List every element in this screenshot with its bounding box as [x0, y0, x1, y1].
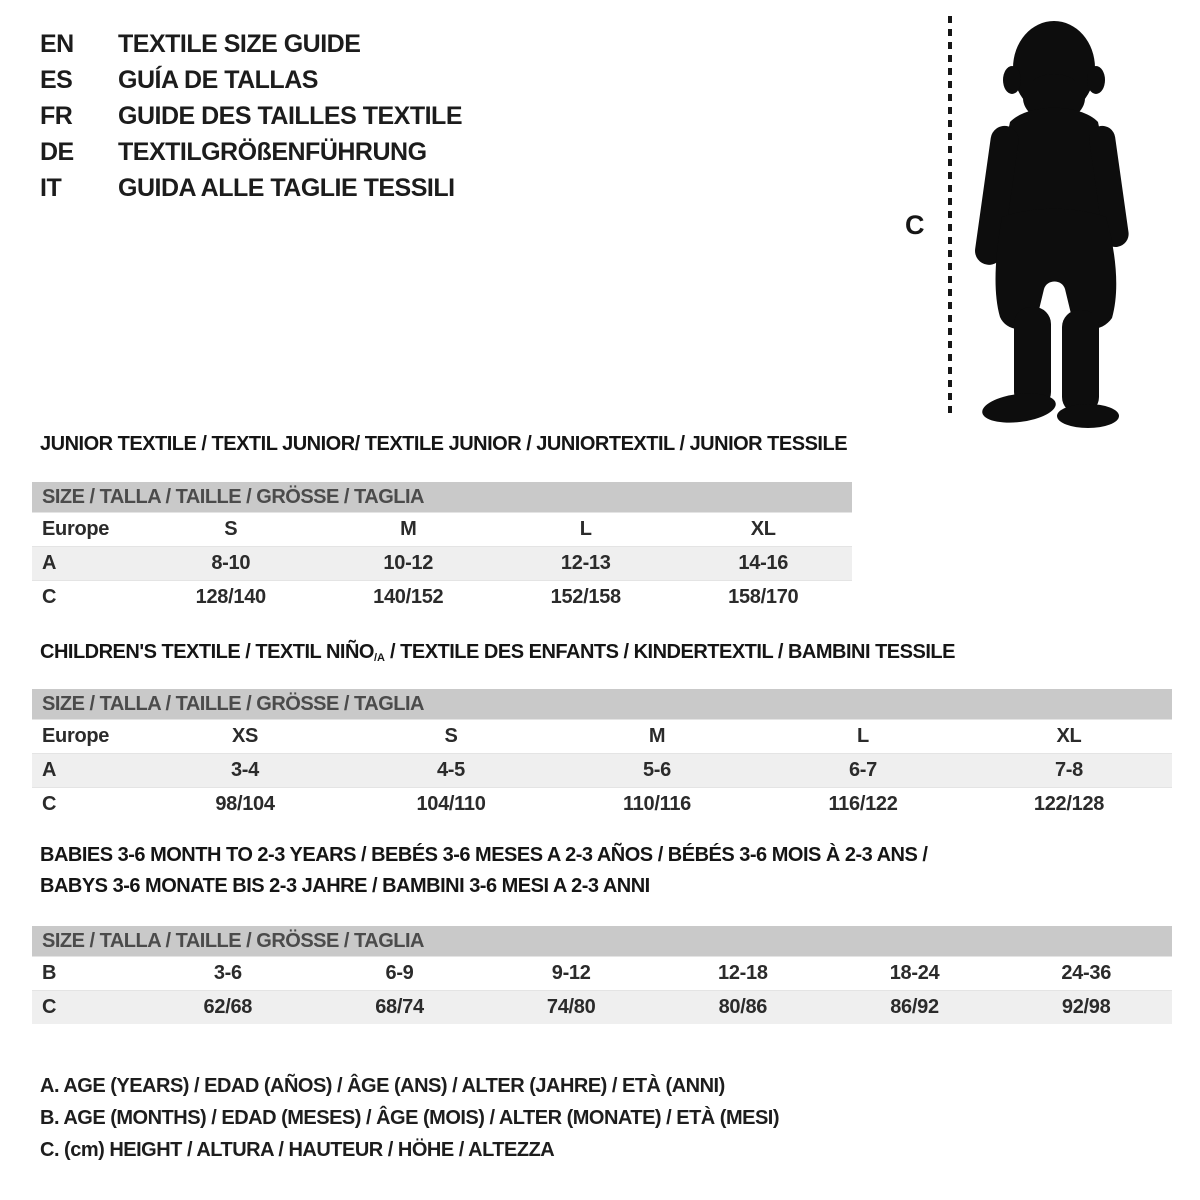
table-row — [32, 580, 852, 614]
babies-size-header-bar: SIZE / TALLA / TAILLE / GRÖSSE / TAGLIA — [32, 926, 1172, 956]
row-label: Europe — [42, 518, 110, 540]
language-code: ES — [40, 65, 73, 94]
children-section-title — [40, 641, 955, 664]
children-title-pre: CHILDREN'S TEXTILE / TEXTIL NIÑO — [40, 641, 374, 663]
table-cell: 12-13 — [560, 552, 611, 574]
table-cell: 92/98 — [1061, 996, 1111, 1018]
language-code: IT — [40, 173, 62, 202]
children-title-post: / TEXTILE DES ENFANTS / KINDERTEXTIL / BAMBINI TESSILE — [384, 641, 955, 663]
table-cell: 3-6 — [213, 962, 242, 984]
babies-title-line2: BABYS 3-6 MONATE BIS 2-3 JAHRE / BAMBINI 3-6 MESI A 2-3 ANNI — [40, 875, 650, 897]
table-cell: 7-8 — [1054, 759, 1083, 781]
language-code: FR — [40, 101, 73, 130]
legend-line-b: B. AGE (MONTHS) / EDAD (MESES) / ÂGE (MOIS) / ALTER (MONATE) / ETÀ (MESI) — [40, 1107, 780, 1129]
language-code: DE — [40, 137, 74, 166]
height-dashed-line — [948, 16, 952, 416]
table-cell: 3-4 — [230, 759, 259, 781]
table-cell: S — [444, 725, 458, 747]
babies-size-table — [32, 926, 1172, 1024]
children-size-table — [32, 689, 1172, 821]
row-label: A — [42, 552, 57, 574]
row-label: A — [42, 759, 57, 781]
height-measure-figure — [0, 0, 1200, 440]
table-cell: 18-24 — [889, 962, 940, 984]
table-cell: 98/104 — [215, 793, 275, 815]
table-row — [32, 787, 1172, 821]
row-label: C — [42, 586, 57, 608]
language-title: TEXTILE SIZE GUIDE — [118, 29, 361, 58]
table-cell: 24-36 — [1061, 962, 1112, 984]
table-cell: 86/92 — [890, 996, 939, 1018]
table-cell: 6-9 — [385, 962, 414, 984]
measure-legend — [40, 1070, 779, 1166]
table-cell: 158/170 — [728, 586, 799, 608]
table-cell: 8-10 — [211, 552, 251, 574]
table-row — [32, 546, 852, 580]
row-label: B — [42, 962, 57, 984]
language-title: GUÍA DE TALLAS — [118, 65, 318, 94]
junior-section-title: JUNIOR TEXTILE / TEXTIL JUNIOR/ TEXTILE JUNIOR / JUNIORTEXTIL / JUNIOR TESSILE — [40, 433, 848, 455]
measure-c-label: C — [905, 210, 925, 240]
table-cell: 14-16 — [738, 552, 789, 574]
table-cell: 140/152 — [373, 586, 444, 608]
table-row — [32, 512, 852, 546]
table-cell: M — [400, 518, 417, 540]
language-title: TEXTILGRÖßENFÜHRUNG — [118, 137, 427, 166]
toddler-silhouette-icon — [962, 12, 1146, 428]
table-cell: 152/158 — [550, 586, 621, 608]
table-cell: XL — [750, 518, 776, 540]
table-cell: 9-12 — [551, 962, 591, 984]
row-label: C — [42, 996, 57, 1018]
babies-title-line1: BABIES 3-6 MONTH TO 2-3 YEARS / BEBÉS 3-6 MESES A 2-3 AÑOS / BÉBÉS 3-6 MOIS À 2-3 ANS / — [40, 844, 928, 866]
table-cell: 110/116 — [623, 793, 691, 815]
table-row — [32, 956, 1172, 990]
babies-section-title — [40, 840, 927, 902]
language-code: EN — [40, 29, 74, 58]
table-cell: 104/110 — [416, 793, 486, 815]
row-label: C — [42, 793, 57, 815]
table-cell: L — [857, 725, 869, 747]
table-cell: 10-12 — [383, 552, 434, 574]
table-cell: 80/86 — [718, 996, 768, 1018]
table-cell: 12-18 — [718, 962, 768, 984]
table-cell: 68/74 — [375, 996, 424, 1018]
table-cell: 4-5 — [436, 759, 465, 781]
table-cell: XS — [231, 725, 259, 747]
table-cell: 74/80 — [546, 996, 596, 1018]
junior-size-table — [32, 482, 852, 614]
table-cell: 128/140 — [195, 586, 266, 608]
children-title-sub: /A — [373, 651, 385, 664]
table-row — [32, 990, 1172, 1024]
table-row — [32, 719, 1172, 753]
legend-line-c: C. (cm) HEIGHT / ALTURA / HAUTEUR / HÖHE / ALTEZZA — [40, 1139, 555, 1161]
table-cell: 62/68 — [203, 996, 253, 1018]
language-title: GUIDA ALLE TAGLIE TESSILI — [118, 173, 455, 202]
table-cell: 5-6 — [642, 759, 671, 781]
table-cell: M — [648, 725, 666, 747]
table-cell: S — [224, 518, 238, 540]
junior-size-header-bar: SIZE / TALLA / TAILLE / GRÖSSE / TAGLIA — [32, 482, 852, 512]
table-cell: 122/128 — [1033, 793, 1105, 815]
language-title: GUIDE DES TAILLES TEXTILE — [118, 101, 463, 130]
table-cell: XL — [1056, 725, 1082, 747]
legend-line-a: A. AGE (YEARS) / EDAD (AÑOS) / ÂGE (ANS) / ALTER (JAHRE) / ETÀ (ANNI) — [40, 1075, 725, 1097]
children-size-header-bar: SIZE / TALLA / TAILLE / GRÖSSE / TAGLIA — [32, 689, 1172, 719]
row-label: Europe — [42, 725, 110, 747]
table-cell: 116/122 — [828, 793, 898, 815]
table-cell: 6-7 — [848, 759, 877, 781]
table-row — [32, 753, 1172, 787]
table-cell: L — [579, 518, 592, 540]
